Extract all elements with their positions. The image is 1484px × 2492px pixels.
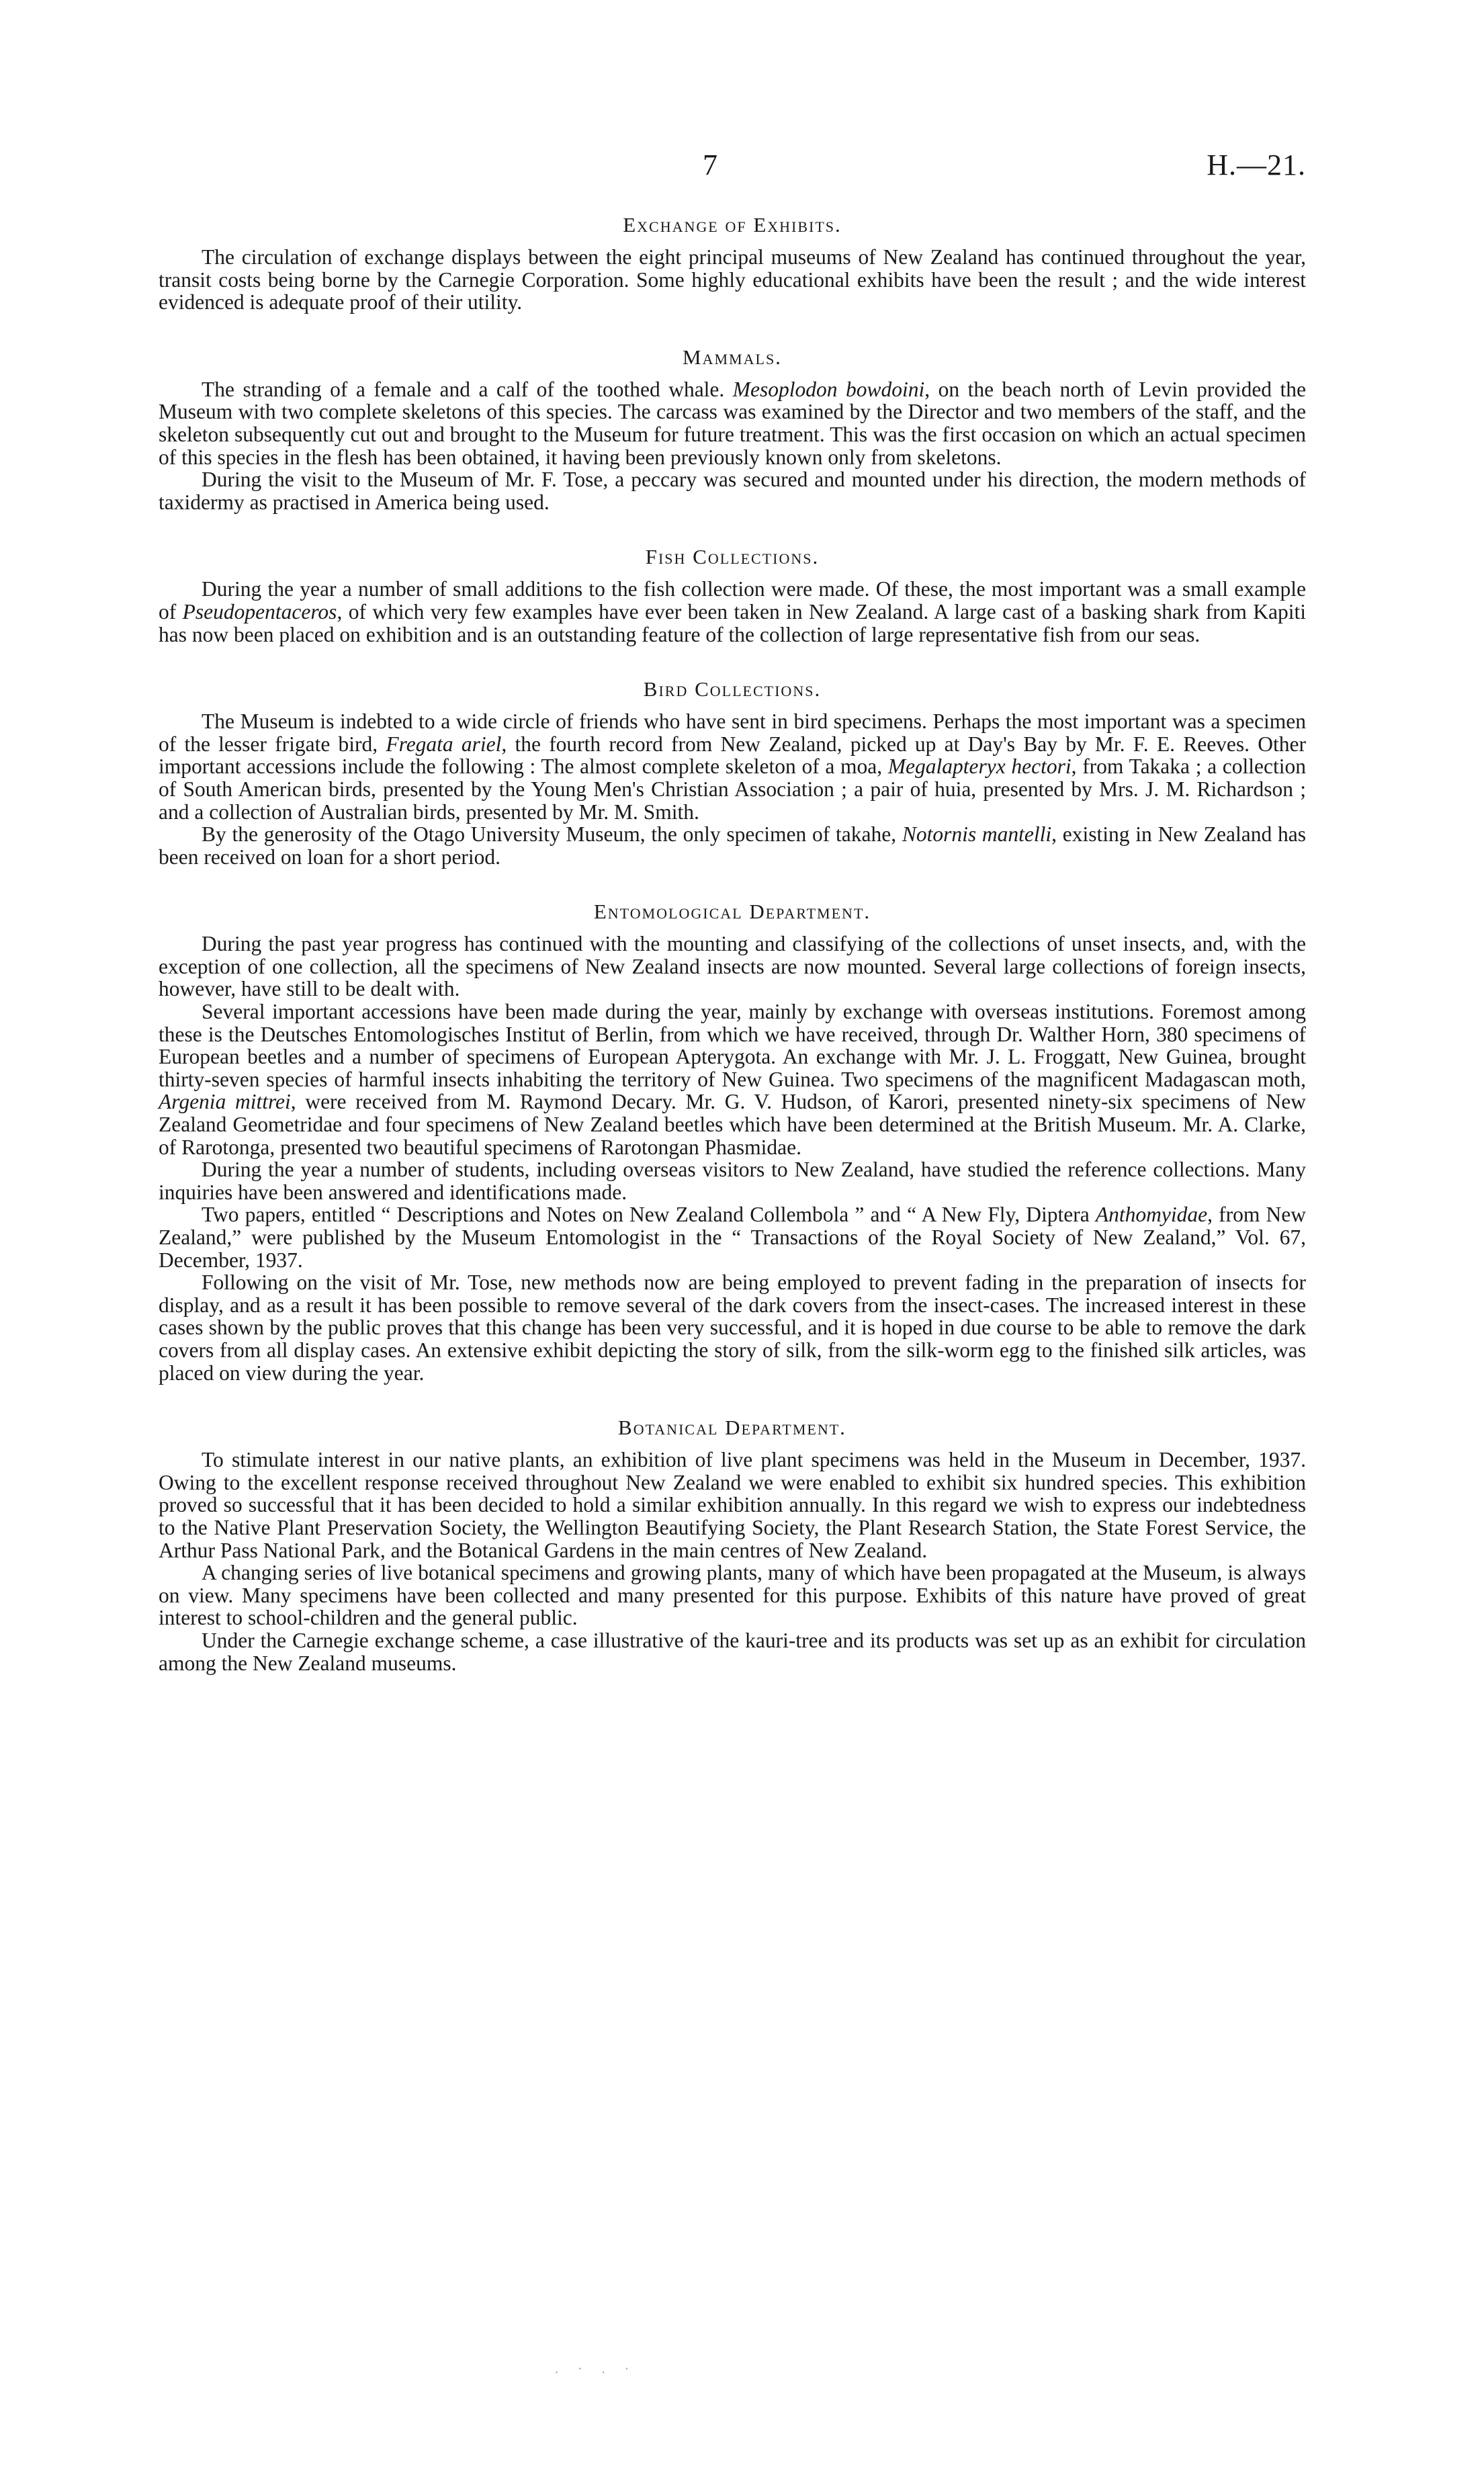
paragraph	[159, 933, 1306, 1000]
section	[159, 678, 1306, 868]
text-run: Under the Carnegie exchange scheme, a case illustrative of the kauri-tree and its products was set up as an exhibit for circulation among the New Zealand museums.	[159, 1628, 1306, 1675]
text-run: To stimulate interest in our native plants, an exhibition of live plant specimens was held in the Museum in December, 1937. Owing to the excellent response received throughout New Zealand we were enabled to exhibit six hundred species. This exhibition proved so successful that it has been decided to hold a similar exhibition annually. In this regard we wish to express our indebtedness to the Native Plant Preservation Society, the Wellington Beautifying Society, the Plant Research Station, the State Forest Service, the Arthur Pass National Park, and the Botanical Gardens in the main centres of New Zealand.	[159, 1448, 1306, 1562]
species-name: Pseudopentaceros	[182, 599, 337, 624]
text-run: , existing in New Zealand has been received on loan for a short period.	[159, 822, 1306, 869]
text-run: The circulation of exchange displays between the eight principal museums of New Zealand has continued throughout the year, transit costs being borne by the Carnegie Corporation. Some highly educational exhibits have been the result ; and the wide interest evidenced is adequate proof of their utility.	[159, 245, 1306, 314]
paragraph	[159, 823, 1306, 868]
text-run: The stranding of a female and a calf of the toothed whale.	[202, 377, 733, 401]
text-run: During the year a number of students, including overseas visitors to New Zealand, have studied the reference collections. Many inquiries have been answered and identifications made.	[159, 1158, 1306, 1204]
section	[159, 546, 1306, 646]
section-heading: Entomological Department.	[593, 900, 871, 924]
species-name: Mesoplodon bowdoini	[732, 377, 925, 401]
paragraph	[159, 378, 1306, 468]
paragraph	[159, 710, 1306, 823]
section-heading: Botanical Department.	[618, 1416, 846, 1440]
text-run: By the generosity of the Otago University Museum, the only specimen of takahe,	[202, 822, 902, 847]
species-name: Fregata ariel	[386, 732, 502, 756]
text-run: During the visit to the Museum of Mr. F. Tose, a peccary was secured and mounted under his direction, the modern methods of taxidermy as practised in America being used.	[159, 468, 1306, 514]
paragraph	[159, 1449, 1306, 1561]
paragraph	[159, 1203, 1306, 1271]
paragraph	[159, 1561, 1306, 1629]
text-run: Following on the visit of Mr. Tose, new methods now are being employed to prevent fading in the preparation of insects for display, and as a result it has been possible to remove several of the dark covers from the insect-cases. The increased interest in these cases shown by the public proves that this change has been very successful, and it is hoped in due course to be able to remove the dark covers from all display cases. An extensive exhibit depicting the story of silk, from the silk-worm egg to the finished silk articles, was placed on view during the year.	[159, 1271, 1306, 1385]
species-name: Argenia mittrei	[159, 1090, 291, 1114]
section-heading: Exchange of Exhibits.	[623, 213, 842, 237]
text-run: , were received from M. Raymond Decary. Mr. G. V. Hudson, of Karori, presented ninety-six specimens of New Zealand Geometridae and four specimens of New Zealand beetles which have been determined at the British Museum. Mr. A. Clarke, of Rarotonga, presented two beautiful specimens of Rarotongan Phasmidae.	[159, 1090, 1307, 1159]
document-reference: H.—21.	[1207, 148, 1306, 181]
text-run: During the past year progress has continued with the mounting and classifying of the collections of unset insects, and, with the exception of one collection, all the specimens of New Zealand insects are now mounted. Several large collections of foreign insects, however, have still to be dealt with.	[159, 932, 1306, 1001]
species-name: Anthomyidae	[1095, 1203, 1208, 1227]
section-heading: Fish Collections.	[645, 545, 820, 569]
paragraph	[159, 1271, 1306, 1384]
page-number: 7	[703, 148, 717, 181]
text-run: The Museum is indebted to a wide circle of friends who have sent in bird specimens. Perhaps the most important was a specimen of the lesser frigate bird,	[159, 710, 1306, 756]
paragraph	[159, 1629, 1306, 1674]
section-heading: Bird Collections.	[643, 677, 822, 701]
text-run: During the year a number of small additions to the fish collection were made. Of these, the most important was a small example of	[159, 577, 1306, 624]
section-heading: Mammals.	[683, 345, 782, 369]
document-page	[159, 0, 1306, 2492]
paragraph	[159, 468, 1306, 513]
section	[159, 214, 1306, 314]
text-run: Two papers, entitled “ Descriptions and Notes on New Zealand Collembola ” and “ A New Fly, Diptera	[202, 1203, 1096, 1227]
species-name: Megalapteryx hectori	[887, 755, 1072, 779]
text-run: , from Takaka ; a collection of South American birds, presented by the Young Men's Christian Association ; a pair of huia, presented by Mrs. J. M. Richardson ; and a collection of Australian birds, presented by Mr. M. Smith.	[159, 755, 1306, 824]
text-run: , of which very few examples have ever been taken in New Zealand. A large cast of a basking shark from Kapiti has now been placed on exhibition and is an outstanding feature of the collection of large representative fish from our seas.	[159, 599, 1306, 646]
section	[159, 1416, 1306, 1674]
species-name: Notornis mantelli	[902, 822, 1052, 847]
paragraph	[159, 1000, 1306, 1158]
text-run: , from New Zealand,” were published by the Museum Entomologist in the “ Transactions of the Royal Society of New Zealand,” Vol. 67, December, 1937.	[159, 1203, 1306, 1272]
paragraph	[159, 578, 1306, 646]
section	[159, 900, 1306, 1384]
scan-specks: . · . ·	[555, 2362, 638, 2376]
text-run: A changing series of live botanical specimens and growing plants, many of which have been propagated at the Museum, is always on view. Many specimens have been collected and many presented for this purpose. Exhibits of this nature have proved of great interest to school-children and the general public.	[159, 1561, 1306, 1630]
text-run: , the fourth record from New Zealand, picked up at Day's Bay by Mr. F. E. Reeves. Other important accessions include the following : The almost complete skeleton of a moa,	[159, 732, 1306, 779]
text-run: , on the beach north of Levin provided the Museum with two complete skeletons of this species. The carcass was examined by the Director and two members of the staff, and the skeleton subsequently cut out and brought to the Museum for future treatment. This was the first occasion on which an actual specimen of this species in the flesh has been obtained, it having been previously known only from skeletons.	[159, 377, 1307, 469]
text-run: Several important accessions have been made during the year, mainly by exchange with overseas institutions. Foremost among these is the Deutsches Entomologisches Institut of Berlin, from which we have received, through Dr. Walther Horn, 380 specimens of European beetles and a number of specimens of European Apterygota. An exchange with Mr. J. L. Froggatt, New Guinea, brought thirty-seven species of harmful insects inhabiting the territory of New Guinea. Two specimens of the magnificent Madagascan moth,	[159, 1000, 1306, 1091]
document-body	[159, 214, 1306, 1707]
section	[159, 346, 1306, 514]
paragraph	[159, 1158, 1306, 1203]
running-header	[159, 140, 1306, 194]
paragraph	[159, 246, 1306, 314]
